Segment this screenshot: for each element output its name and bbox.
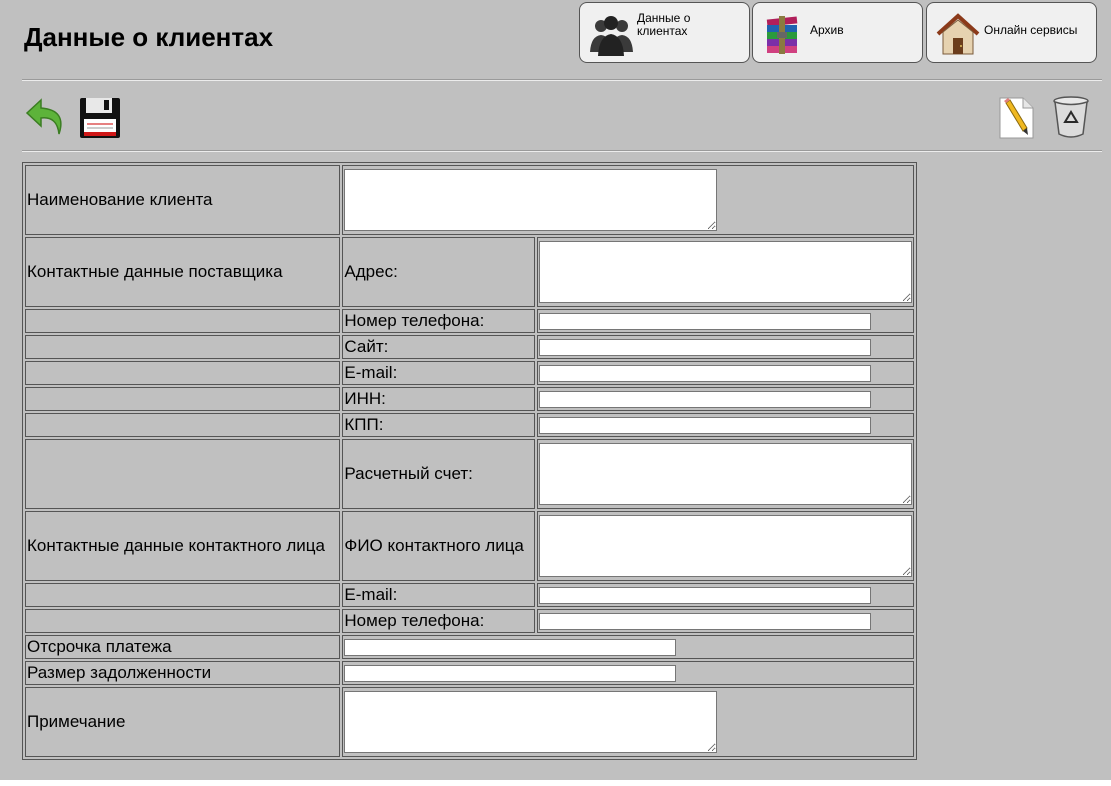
form-row (25, 361, 914, 385)
form-row (25, 237, 914, 307)
form-row (25, 413, 914, 437)
contact-person-label: Контактные данные контактного лица (25, 511, 340, 581)
debt-label: Размер задолженности (25, 661, 340, 685)
form-row (25, 439, 914, 509)
pencil-document-icon[interactable] (997, 95, 1037, 141)
client-name-cell (342, 165, 914, 235)
site-cell (537, 335, 914, 359)
nav-online-services-label: Онлайн сервисы (984, 23, 1078, 37)
recycle-bin-icon[interactable] (1051, 94, 1091, 140)
kpp-cell (537, 413, 914, 437)
form-row (25, 335, 914, 359)
address-label: Адрес: (342, 237, 535, 307)
phone-input[interactable] (539, 313, 871, 330)
address-cell (537, 237, 914, 307)
form-row (25, 609, 914, 633)
inn-cell (537, 387, 914, 411)
site-label: Сайт: (342, 335, 535, 359)
contact-name-label: ФИО контактного лица (342, 511, 535, 581)
contact-email-cell (537, 583, 914, 607)
contact-phone-label: Номер телефона: (342, 609, 535, 633)
form-row (25, 635, 914, 659)
client-form-table (22, 162, 917, 760)
kpp-label: КПП: (342, 413, 535, 437)
client-name-label: Наименование клиента (25, 165, 340, 235)
nav-archive-label: Архив (810, 23, 844, 37)
email-input[interactable] (539, 365, 871, 382)
form-row (25, 165, 914, 235)
deferral-label: Отсрочка платежа (25, 635, 340, 659)
empty-cell (25, 361, 340, 385)
nav-online-services-button[interactable] (926, 2, 1097, 63)
empty-cell (25, 413, 340, 437)
address-textarea[interactable] (539, 241, 912, 303)
debt-input[interactable] (344, 665, 676, 682)
contact-name-cell (537, 511, 914, 581)
empty-cell (25, 309, 340, 333)
site-input[interactable] (539, 339, 871, 356)
empty-cell (25, 609, 340, 633)
toolbar-divider (22, 150, 1102, 152)
deferral-cell (342, 635, 914, 659)
empty-cell (25, 387, 340, 411)
contact-name-textarea[interactable] (539, 515, 912, 577)
deferral-input[interactable] (344, 639, 676, 656)
form-row (25, 583, 914, 607)
kpp-input[interactable] (539, 417, 871, 434)
debt-cell (342, 661, 914, 685)
form-row (25, 661, 914, 685)
phone-label: Номер телефона: (342, 309, 535, 333)
note-label: Примечание (25, 687, 340, 757)
form-row (25, 387, 914, 411)
empty-cell (25, 439, 340, 509)
archive-icon (761, 12, 807, 56)
empty-cell (25, 583, 340, 607)
form-row (25, 687, 914, 757)
email-cell (537, 361, 914, 385)
phone-cell (537, 309, 914, 333)
contact-phone-cell (537, 609, 914, 633)
note-cell (342, 687, 914, 757)
page-title: Данные о клиентах (24, 22, 274, 52)
account-cell (537, 439, 914, 509)
nav-clients-label: Данные о клиентах (637, 11, 691, 38)
nav-clients-button[interactable] (579, 2, 750, 63)
note-textarea[interactable] (344, 691, 717, 753)
account-label: Расчетный счет: (342, 439, 535, 509)
users-icon (588, 12, 634, 56)
nav-archive-button[interactable] (752, 2, 923, 63)
house-icon (935, 12, 981, 56)
empty-cell (25, 335, 340, 359)
contact-phone-input[interactable] (539, 613, 871, 630)
undo-arrow-icon[interactable] (25, 96, 69, 140)
client-name-textarea[interactable] (344, 169, 717, 231)
header-divider (22, 79, 1102, 81)
floppy-disk-icon[interactable] (78, 96, 122, 140)
inn-input[interactable] (539, 391, 871, 408)
supplier-contacts-label: Контактные данные поставщика (25, 237, 340, 307)
email-label: E-mail: (342, 361, 535, 385)
form-row (25, 511, 914, 581)
contact-email-input[interactable] (539, 587, 871, 604)
inn-label: ИНН: (342, 387, 535, 411)
account-textarea[interactable] (539, 443, 912, 505)
form-row (25, 309, 914, 333)
contact-email-label: E-mail: (342, 583, 535, 607)
